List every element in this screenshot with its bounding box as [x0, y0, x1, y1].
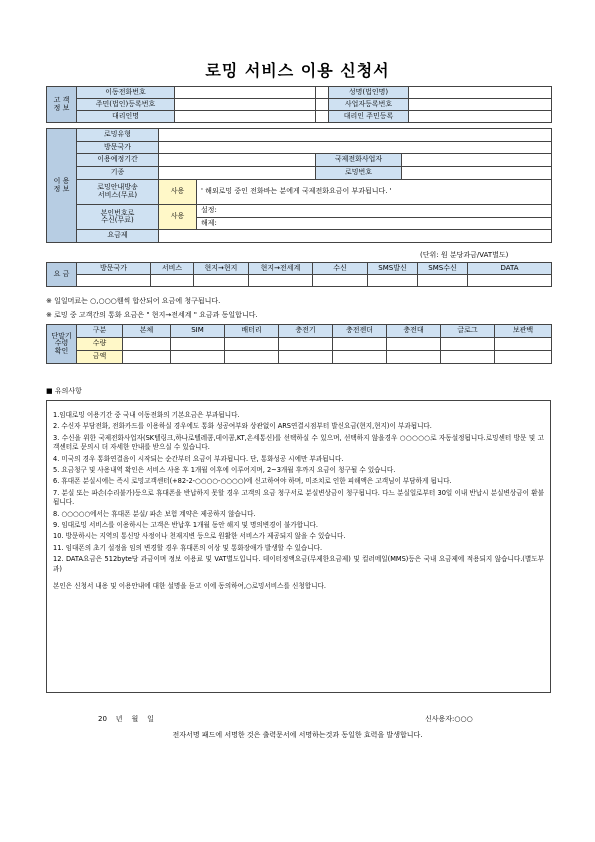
rate-header: 방문국가: [77, 263, 151, 275]
notice-item: 10. 방문하시는 지역의 통신망 사정이나 천재지변 등으로 원활한 서비스가 제공되지 않을 수 있습니다.: [53, 532, 346, 541]
amount-cell[interactable]: [171, 351, 225, 364]
rate-header: SMS수신: [418, 263, 468, 275]
rate-cell[interactable]: [77, 275, 151, 287]
rate-cell[interactable]: [418, 275, 468, 287]
resident-number-label: 주민(법인)등록번호: [77, 99, 175, 111]
notice-item: 4. 미국의 경우 통화연결음이 시작되는 순간부터 요금이 부과됩니다. 단, 통화성공 시에만 부과됩니다.: [53, 454, 344, 463]
page-title: 로밍 서비스 이용 신청서: [205, 61, 390, 80]
device-label: 기종: [77, 166, 159, 179]
agent-resident-field[interactable]: [409, 111, 552, 123]
agent-name-label: 대리인명: [77, 111, 175, 123]
rental-table: [46, 324, 552, 364]
quantity-cell[interactable]: [495, 338, 552, 351]
rental-section-label: 단말기 수령 확인: [47, 325, 77, 364]
rental-header: 충전기: [279, 325, 333, 338]
notice-title: ■ 유의사항: [46, 387, 82, 395]
esign-note: 전자서명 패드에 서명한 것은 출력문서에 서명하는것과 동일한 효력을 발생합니다.: [172, 731, 423, 739]
business-number-field[interactable]: [409, 99, 552, 111]
applicant-signature[interactable]: 신사용자:○○○: [425, 715, 473, 723]
rental-header: 충전젠더: [333, 325, 387, 338]
rate-header: 현지→전세계: [249, 263, 313, 275]
unit-note: (단위: 원 분당과금/VAT별도): [420, 251, 509, 259]
rate-header: 수신: [313, 263, 368, 275]
rental-header: 글로그: [441, 325, 495, 338]
rate-cell[interactable]: [368, 275, 418, 287]
notice-box: [46, 400, 551, 693]
notice-item: 7. 분실 또는 파손(수리불가)등으로 휴대폰을 반납하지 못할 경우 고객의 요금 청구서로 분실변상금이 청구됩니다. 다느 분실일로부터 30일 이내 반납시 분실변상금이 환불됩니다.: [53, 488, 544, 507]
roaming-number-field[interactable]: [402, 166, 552, 179]
device-field[interactable]: [159, 166, 316, 179]
name-field[interactable]: [409, 87, 552, 99]
agreement-statement: 본인은 신청서 내용 및 이용안내에 대한 설명을 듣고 이에 동의하여,○로밍서비스를 신청합니다.: [53, 582, 326, 591]
date-line[interactable]: 20 년 월 일: [98, 715, 154, 723]
notice-item: 11. 임대폰의 초기 설정을 임의 변경할 경우 휴대폰의 이상 및 통화장애가 발생할 수 있습니다.: [53, 543, 323, 552]
amount-cell[interactable]: [333, 351, 387, 364]
notice-item: 5. 요금청구 및 사용내역 확인은 서비스 사용 후 1개월 이후에 이루어지며, 2~3개월 후까지 요금이 청구될 수 있습니다.: [53, 466, 396, 475]
name-label: 성명(법인명): [329, 87, 409, 99]
mobile-number-label: 이동전화번호: [77, 87, 175, 99]
notice-item: 2. 수신자 부담전화, 전화카드를 이용하실 경우에도 통화 성공여부와 상관없이 ARS연결시점부터 발신요금(현지,현지)이 부과됩니다.: [53, 422, 432, 431]
plan-field[interactable]: [159, 230, 552, 243]
rate-header: DATA: [468, 263, 552, 275]
country-label: 방문국가: [77, 141, 159, 154]
agent-resident-label: 대리인 주민등록: [329, 111, 409, 123]
daily-fee-note: ※ 일일머료는 ○,○○○웬씩 합산되어 요금에 청구됩니다.: [46, 297, 221, 305]
rental-header: 배터리: [225, 325, 279, 338]
intl-operator-label: 국제전화사업자: [316, 154, 402, 167]
amount-cell[interactable]: [225, 351, 279, 364]
usage-info-table: [46, 128, 552, 243]
quantity-cell[interactable]: [171, 338, 225, 351]
rental-header: SIM: [171, 325, 225, 338]
rate-header: SMS발신: [368, 263, 418, 275]
guide-use-checkbox[interactable]: 사용: [159, 179, 197, 204]
roaming-number-label: 로밍번호: [316, 166, 402, 179]
customer-section-label: 고 객 정 보: [47, 87, 77, 123]
amount-cell[interactable]: [387, 351, 441, 364]
amount-cell[interactable]: [495, 351, 552, 364]
notice-item: 8. ○○○○○에서는 휴대폰 분실/ 파손 보험 계약은 제공하지 않습니다.: [53, 509, 256, 518]
business-number-label: 사업자등록번호: [329, 99, 409, 111]
quantity-cell[interactable]: [387, 338, 441, 351]
rental-col-label: 구분: [77, 325, 123, 338]
resident-number-field[interactable]: [175, 99, 316, 111]
notice-item: 12. DATA요금은 512byte당 과금이며 정보 이용료 및 VAT별도입니다. 데이터정액요금(무제한요금제) 및 컬러메일(MMS)등은 국내 요금제에 적용되지 않습니다.(별도부과): [53, 555, 544, 573]
quantity-label: 수량: [77, 338, 123, 351]
call-fee-note: ※ 로밍 중 고객간의 통화 요금은 " 현지→전세계 " 요금과 동일합니다.: [46, 311, 258, 319]
rate-cell[interactable]: [151, 275, 194, 287]
notice-item: 6. 휴대폰 분실시에는 즉시 로밍고객센터(+82-2-○○○○-○○○○)에 신고하여야 하며, 미조치로 인한 피해액은 고객님이 부담하게 됩니다.: [53, 477, 452, 486]
notice-item: 9. 임대로밍 서비스를 이용하시는 고객은 반납후 1개월 동안 해지 및 명의변경이 불가합니다.: [53, 521, 318, 530]
rental-header: 본체: [123, 325, 171, 338]
amount-cell[interactable]: [441, 351, 495, 364]
period-label: 이용예정기간: [77, 154, 159, 167]
guide-service-label: 로밍안내방송 서비스(무료): [77, 179, 159, 204]
quantity-cell[interactable]: [333, 338, 387, 351]
rental-header: 보관백: [495, 325, 552, 338]
usage-section-label: 이 용 정 보: [47, 129, 77, 243]
quantity-cell[interactable]: [123, 338, 171, 351]
roaming-type-field[interactable]: [159, 129, 552, 142]
intl-operator-field[interactable]: [402, 154, 552, 167]
rate-cell[interactable]: [468, 275, 552, 287]
guide-message-text: ' 해외로밍 중인 전화바는 분에게 국제전화요금이 부과됩니다. ': [197, 179, 552, 204]
amount-cell[interactable]: [123, 351, 171, 364]
rental-header: 충전대: [387, 325, 441, 338]
customer-info-table: [46, 86, 552, 123]
roaming-type-label: 로밍유형: [77, 129, 159, 142]
rates-table: [46, 262, 552, 287]
forward-cancel-field[interactable]: 해제:: [197, 217, 552, 230]
forward-use-checkbox[interactable]: 사용: [159, 204, 197, 229]
quantity-cell[interactable]: [279, 338, 333, 351]
country-field[interactable]: [159, 141, 552, 154]
forward-service-label: 본인번호로 수신(무료): [77, 204, 159, 229]
plan-label: 요금제: [77, 230, 159, 243]
amount-label: 금액: [77, 351, 123, 364]
notice-item: 3. 수신을 위한 국제전화사업자(SK텔링크,하나로텔레콤,데이콤,KT,온세통신)를 선택하실 수 있으며, 선택하지 않을경우 ○○○○○로 자동설정됩니다.로밍센터 방문 및 고객센터로 문의시 더 자세한 안내를 받으실 수 있습니다.: [53, 433, 544, 452]
rate-cell[interactable]: [249, 275, 313, 287]
forward-setup-field[interactable]: 설정:: [197, 204, 552, 217]
rate-header: 현지→현지: [194, 263, 249, 275]
period-field[interactable]: [159, 154, 316, 167]
rate-header: 서비스: [151, 263, 194, 275]
quantity-cell[interactable]: [441, 338, 495, 351]
rate-cell[interactable]: [194, 275, 249, 287]
rates-section-label: 요 금: [47, 263, 77, 287]
amount-cell[interactable]: [279, 351, 333, 364]
notice-item: 1.임대로밍 이용기간 중 국내 이동전화의 기본요금은 부과됩니다.: [53, 411, 240, 419]
quantity-cell[interactable]: [225, 338, 279, 351]
agent-name-field[interactable]: [175, 111, 316, 123]
mobile-number-field[interactable]: [175, 87, 316, 99]
rate-cell[interactable]: [313, 275, 368, 287]
